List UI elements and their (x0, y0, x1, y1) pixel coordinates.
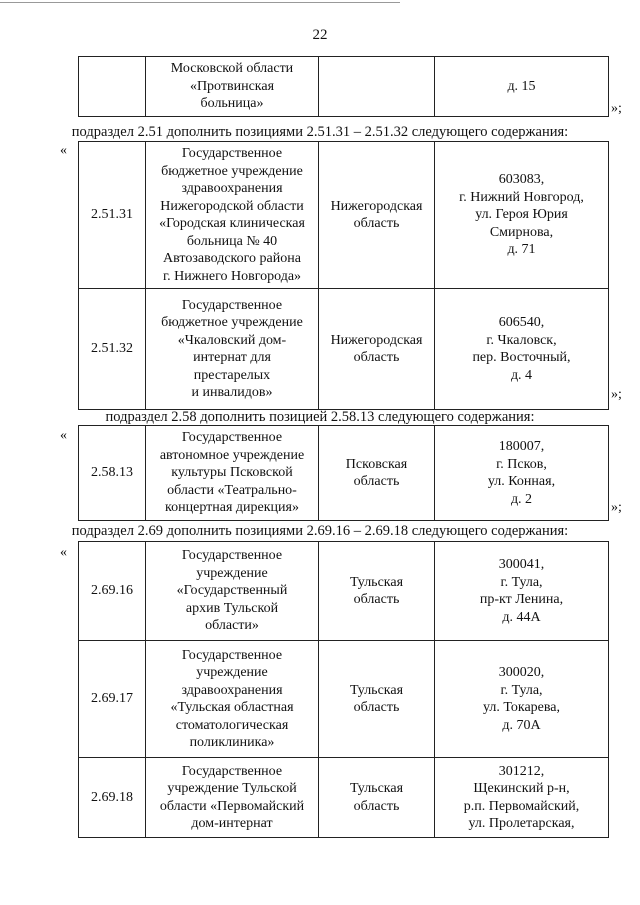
region-cell (319, 289, 435, 410)
institution-name-line: области «Первомайский (159, 798, 305, 814)
institution-name-line: Нижегородской области (160, 198, 304, 214)
address-line: ул. Токарева, (482, 700, 561, 715)
address-line: Щекинский р-н, (473, 781, 570, 796)
address-cell (435, 57, 609, 117)
address-line: пр-кт Ленина, (479, 592, 564, 607)
institution-name-line: области» (205, 618, 259, 634)
entry-code-cell (79, 426, 146, 521)
entry-code-line: 2.51.31 (91, 207, 133, 223)
address-cell (435, 758, 609, 838)
entry-code-cell (79, 758, 146, 838)
registry-table-2-69 (78, 541, 609, 838)
address-line: пер. Восточный, (472, 350, 571, 365)
address-line: д. 44А (502, 609, 541, 625)
registry-table-2-58 (78, 425, 609, 521)
institution-name-cell (146, 142, 319, 289)
region-cell (319, 542, 435, 641)
region-line: Нижегородская (330, 332, 423, 348)
section-caption-2-58: подраздел 2.58 дополнить позицией 2.58.13 следующего содержания: (105, 409, 535, 425)
institution-name-cell (146, 542, 319, 641)
address-line: ул. Конная, (487, 474, 556, 489)
region-cell (319, 641, 435, 758)
institution-name-line: и инвалидов» (191, 385, 273, 400)
region-cell (319, 57, 435, 117)
institution-name-line: Автозаводского района (163, 251, 301, 266)
institution-name-cell (146, 426, 319, 521)
address-line: р.п. Первомайский, (463, 798, 580, 814)
entry-code-line: 2.69.17 (91, 691, 133, 707)
institution-name-line: бюджетное учреждение (161, 315, 303, 330)
address-line: д. 70А (502, 717, 541, 733)
institution-name-cell (146, 641, 319, 758)
address-line: 301212, (498, 763, 545, 779)
address-cell (435, 142, 609, 289)
header-rule (0, 2, 400, 3)
institution-name-line: «Тульская областная (170, 700, 294, 715)
address-line: ул. Пролетарская, (468, 816, 575, 831)
closing-quote-semicolon: »; (611, 500, 622, 515)
institution-name-line: Государственное (181, 430, 283, 446)
address-cell (435, 426, 609, 521)
institution-name-cell (146, 57, 319, 117)
region-line: Псковская (345, 456, 408, 472)
institution-name-line: «Государственный (176, 583, 288, 599)
closing-quote-semicolon: »; (611, 387, 622, 402)
institution-name-cell (146, 758, 319, 838)
address-line: 300020, (498, 665, 545, 680)
region-line: Тульская (349, 781, 404, 796)
region-line: Тульская (349, 682, 404, 698)
registry-table-2-51 (78, 141, 609, 410)
section-caption-2-51: подраздел 2.51 дополнить позициями 2.51.31 – 2.51.32 следующего содержания: (71, 124, 569, 140)
region-line: область (353, 474, 400, 489)
institution-name-cell (146, 289, 319, 410)
address-line: 606540, (498, 315, 545, 330)
address-line: г. Нижний Новгород, (459, 189, 584, 205)
address-line: ул. Героя Юрия (475, 207, 568, 223)
entry-code-cell (79, 289, 146, 410)
institution-name-line: стоматологическая (175, 717, 289, 733)
institution-name-line: «Чкаловский дом- (177, 332, 287, 348)
institution-name-line: Государственное (181, 647, 283, 663)
address-line: д. 4 (510, 367, 533, 383)
region-line: область (353, 700, 400, 715)
table-row (79, 426, 609, 521)
institution-name-line: Государственное (181, 763, 283, 779)
address-line: д. 71 (507, 242, 536, 258)
address-line: г. Тула, (500, 682, 543, 698)
institution-name-line: Московской области (170, 61, 294, 77)
address-line: 603083, (498, 172, 545, 188)
address-line: д. 2 (510, 491, 533, 507)
entry-code-line: 2.69.16 (91, 583, 133, 599)
address-cell (435, 289, 609, 410)
table-row (79, 289, 609, 410)
address-line: г. Чкаловск, (486, 332, 557, 348)
region-line: область (353, 798, 400, 814)
entry-code-line: 2.58.13 (91, 465, 133, 481)
address-line: 300041, (498, 557, 545, 572)
table-row (79, 57, 609, 117)
address-line: Смирнова, (489, 224, 554, 240)
entry-code-cell (79, 542, 146, 641)
registry-table-continuation (78, 56, 609, 117)
table-row (79, 542, 609, 641)
region-cell (319, 142, 435, 289)
institution-name-line: «Городская клиническая (159, 216, 305, 231)
institution-name-line: культуры Псковской (171, 465, 293, 481)
institution-name-line: дом-интернат (191, 816, 273, 831)
entry-code-line: 2.51.32 (91, 341, 133, 357)
institution-name-line: учреждение (196, 665, 268, 680)
opening-quote: « (60, 428, 67, 443)
table-row (79, 142, 609, 289)
institution-name-line: бюджетное учреждение (161, 163, 303, 179)
institution-name-line: здравоохранения (181, 181, 283, 196)
entry-code-cell (79, 142, 146, 289)
section-caption-2-69: подраздел 2.69 дополнить позициями 2.69.16 – 2.69.18 следующего содержания: (71, 523, 569, 539)
opening-quote: « (60, 545, 67, 560)
institution-name-line: концертная дирекция» (165, 500, 299, 516)
region-line: Тульская (349, 574, 404, 590)
institution-name-line: архив Тульской (185, 600, 279, 616)
region-line: область (353, 216, 400, 231)
region-cell (319, 758, 435, 838)
opening-quote: « (60, 143, 67, 158)
institution-name-line: учреждение Тульской (167, 781, 297, 796)
institution-name-line: учреждение (196, 565, 268, 581)
table-row (79, 758, 609, 838)
institution-name-line: г. Нижнего Новгорода» (162, 268, 302, 284)
address-line: 180007, (498, 439, 545, 454)
page-number: 22 (312, 27, 328, 43)
institution-name-line: больница № 40 (186, 233, 278, 249)
institution-name-line: поликлиника» (189, 735, 275, 750)
table-row (79, 641, 609, 758)
region-line: область (353, 350, 400, 365)
region-line: Нижегородская (330, 198, 423, 214)
entry-code-cell (79, 641, 146, 758)
address-line: г. Тула, (500, 574, 543, 590)
address-cell (435, 641, 609, 758)
institution-name-line: Государственное (181, 548, 283, 564)
entry-code-line: 2.69.18 (91, 789, 133, 805)
closing-quote-semicolon: »; (611, 101, 622, 116)
institution-name-line: здравоохранения (181, 682, 283, 698)
address-line: г. Псков, (496, 456, 547, 472)
address-line: д. 15 (507, 78, 536, 94)
institution-name-line: области «Театрально- (167, 482, 297, 498)
institution-name-line: интернат для (193, 350, 271, 365)
institution-name-line: «Протвинская (189, 78, 275, 94)
institution-name-line: Государственное (181, 146, 283, 161)
address-cell (435, 542, 609, 641)
region-cell (319, 426, 435, 521)
region-line: область (353, 592, 400, 607)
institution-name-line: больница» (200, 96, 264, 112)
institution-name-line: Государственное (181, 297, 283, 313)
entry-code-cell (79, 57, 146, 117)
institution-name-line: автономное учреждение (159, 447, 305, 463)
institution-name-line: престарелых (193, 367, 271, 383)
